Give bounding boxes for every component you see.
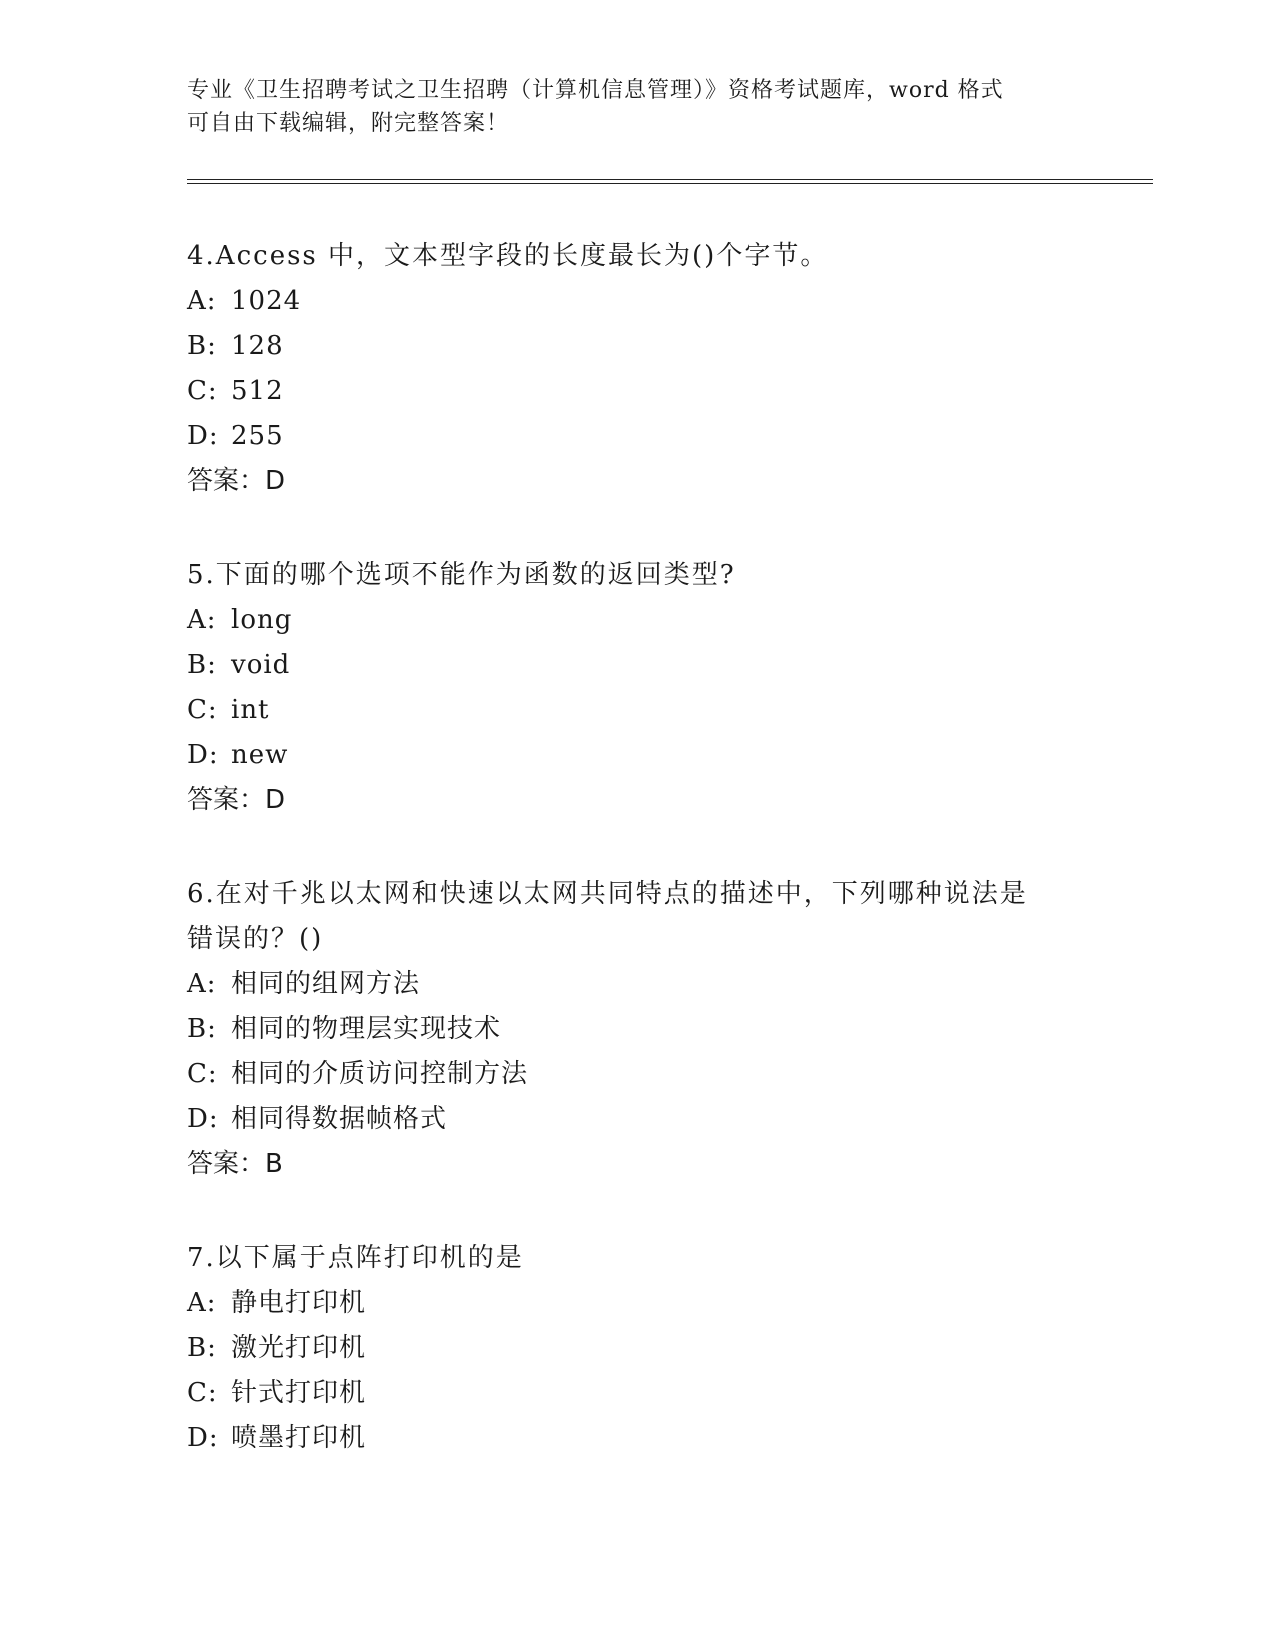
option-text: 128 bbox=[231, 331, 284, 361]
question-4 bbox=[187, 234, 1087, 504]
question-text: 7.以下属于点阵打印机的是 bbox=[187, 1243, 524, 1273]
question-5 bbox=[187, 553, 1087, 823]
option-text: 512 bbox=[231, 376, 284, 406]
option-d bbox=[187, 414, 1087, 459]
option-label: A: bbox=[187, 969, 217, 999]
option-label: C: bbox=[187, 695, 218, 725]
option-d bbox=[187, 1416, 1087, 1461]
option-label: A: bbox=[187, 1288, 217, 1318]
answer-line: 答案：B bbox=[187, 1149, 283, 1179]
question-text: 4.Access 中，文本型字段的长度最长为()个字节。 bbox=[187, 241, 829, 271]
option-text: 相同的组网方法 bbox=[231, 969, 421, 999]
option-b bbox=[187, 1326, 1087, 1371]
option-text: 相同得数据帧格式 bbox=[231, 1104, 448, 1134]
option-text: void bbox=[231, 650, 291, 680]
option-a bbox=[187, 279, 1087, 324]
option-label: B: bbox=[187, 650, 217, 680]
answer-line: 答案：D bbox=[187, 466, 286, 496]
option-text: new bbox=[231, 740, 289, 770]
question-6 bbox=[187, 872, 1087, 1187]
option-a bbox=[187, 598, 1087, 643]
option-c bbox=[187, 688, 1087, 733]
header-divider-top bbox=[187, 179, 1153, 180]
option-c bbox=[187, 1371, 1087, 1416]
document-header bbox=[187, 74, 1087, 140]
option-text: 相同的介质访问控制方法 bbox=[231, 1059, 529, 1089]
option-text: 相同的物理层实现技术 bbox=[231, 1014, 502, 1044]
option-label: A: bbox=[187, 605, 217, 635]
option-label: A: bbox=[187, 286, 217, 316]
option-b bbox=[187, 643, 1087, 688]
option-label: D: bbox=[187, 1423, 219, 1453]
question-7 bbox=[187, 1236, 1087, 1461]
option-a bbox=[187, 1281, 1087, 1326]
option-label: B: bbox=[187, 331, 217, 361]
header-line-1: 专业《卫生招聘考试之卫生招聘（计算机信息管理）》资格考试题库，word 格式 bbox=[187, 78, 1004, 103]
option-label: C: bbox=[187, 376, 218, 406]
question-text-line-1: 6.在对千兆以太网和快速以太网共同特点的描述中，下列哪种说法是 bbox=[187, 879, 1028, 909]
option-label: B: bbox=[187, 1333, 217, 1363]
option-text: 激光打印机 bbox=[231, 1333, 367, 1363]
option-text: 针式打印机 bbox=[231, 1378, 367, 1408]
question-text-line-2: 错误的？() bbox=[187, 924, 324, 954]
option-text: int bbox=[231, 695, 270, 725]
header-divider-bottom bbox=[187, 183, 1153, 184]
option-c bbox=[187, 369, 1087, 414]
option-text: 静电打印机 bbox=[231, 1288, 367, 1318]
option-label: C: bbox=[187, 1378, 218, 1408]
option-text: 1024 bbox=[231, 286, 302, 316]
answer-line: 答案：D bbox=[187, 785, 286, 815]
option-label: B: bbox=[187, 1014, 217, 1044]
option-label: D: bbox=[187, 740, 219, 770]
question-text: 5.下面的哪个选项不能作为函数的返回类型? bbox=[187, 560, 736, 590]
option-d bbox=[187, 733, 1087, 778]
option-label: D: bbox=[187, 1104, 219, 1134]
option-label: D: bbox=[187, 421, 219, 451]
option-text: 喷墨打印机 bbox=[231, 1423, 367, 1453]
option-text: 255 bbox=[231, 421, 284, 451]
option-c bbox=[187, 1052, 1087, 1097]
option-a bbox=[187, 962, 1087, 1007]
option-text: long bbox=[231, 605, 293, 635]
header-line-2: 可自由下载编辑，附完整答案！ bbox=[187, 111, 510, 136]
option-b bbox=[187, 1007, 1087, 1052]
option-b bbox=[187, 324, 1087, 369]
option-label: C: bbox=[187, 1059, 218, 1089]
option-d bbox=[187, 1097, 1087, 1142]
